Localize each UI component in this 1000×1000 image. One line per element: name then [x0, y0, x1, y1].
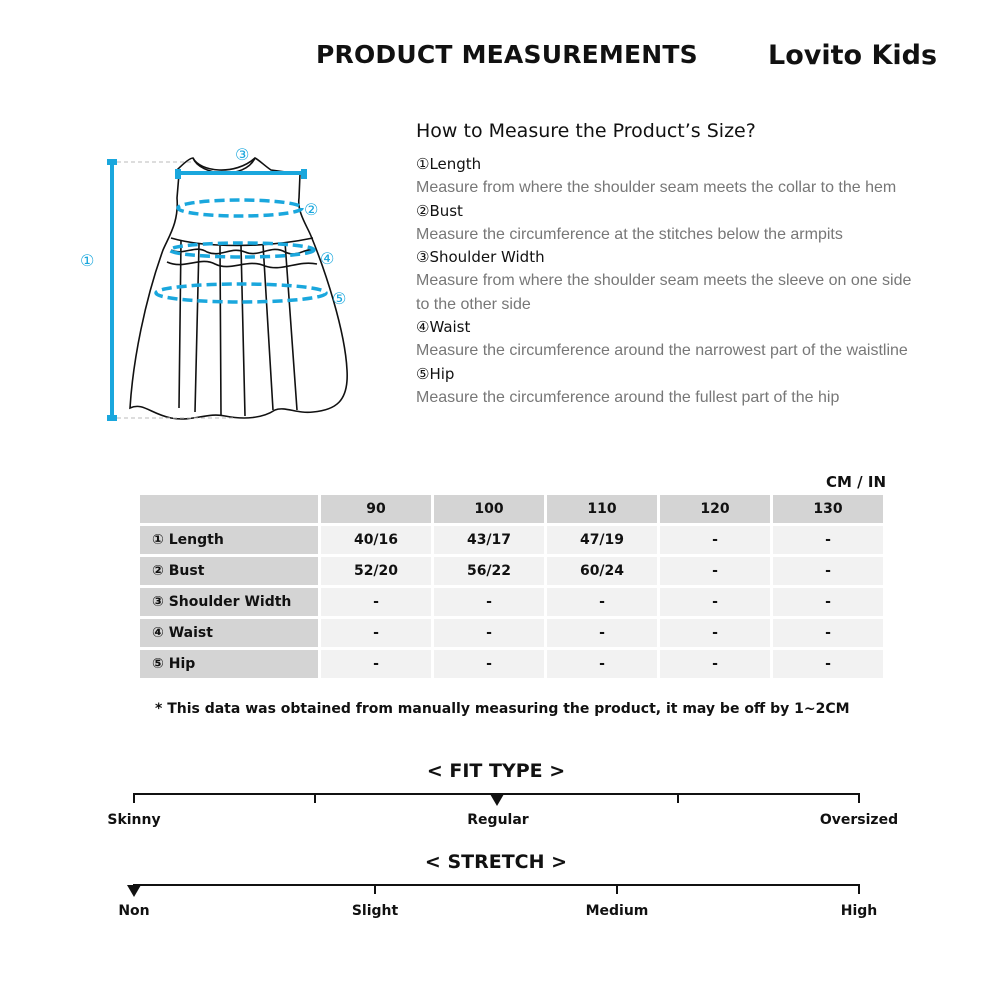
fit-type-tick — [677, 793, 679, 803]
fit-type-tick — [133, 793, 135, 803]
guide-item-desc: Measure from where the shoulder seam meets the sleeve on one side to the other side — [416, 272, 912, 313]
measurement-note: * This data was obtained from manually measuring the product, it may be off by 1~2CM — [155, 701, 850, 717]
guide-item-label: ④Waist — [416, 318, 471, 336]
table-cell: 60/24 — [547, 557, 657, 585]
table-cell: - — [660, 619, 770, 647]
table-cell: - — [660, 526, 770, 554]
marker-shoulder: ③ — [235, 145, 250, 164]
fit-label-regular: Regular — [467, 812, 529, 828]
guide-item-desc: Measure from where the shoulder seam meets the collar to the hem — [416, 179, 897, 196]
fit-label-skinny: Skinny — [107, 812, 161, 828]
table-corner-cell — [140, 495, 318, 523]
stretch-title: < STRETCH > — [424, 851, 568, 873]
stretch-label-medium: Medium — [585, 903, 649, 919]
table-cell: - — [660, 650, 770, 678]
marker-bust: ② — [304, 200, 319, 219]
table-row — [140, 619, 883, 647]
marker-hip: ⑤ — [332, 289, 347, 308]
table-row — [140, 526, 883, 554]
size-col-100: 100 — [434, 495, 544, 523]
fit-label-oversized: Oversized — [819, 812, 899, 828]
stretch-label-high: High — [840, 903, 878, 919]
table-cell: 43/17 — [434, 526, 544, 554]
guide-item-waist — [416, 316, 916, 363]
table-cell: - — [547, 650, 657, 678]
bust-measure-line — [178, 200, 302, 216]
guide-item-label: ③Shoulder Width — [416, 248, 545, 266]
guide-item-desc: Measure the circumference around the fullest part of the hip — [416, 388, 840, 406]
row-label: ④ Waist — [140, 619, 318, 647]
length-measure-line — [107, 159, 235, 421]
marker-waist: ④ — [320, 249, 335, 268]
table-cell: - — [321, 588, 431, 616]
table-cell: - — [773, 619, 883, 647]
table-cell: - — [547, 588, 657, 616]
guide-item-label: ②Bust — [416, 201, 463, 220]
guide-item-bust — [416, 200, 916, 247]
table-cell: - — [434, 619, 544, 647]
stretch-label-non: Non — [118, 903, 150, 919]
table-header-row — [140, 495, 883, 523]
guide-item-desc: Measure the circumference at the stitches below the armpits — [416, 225, 843, 243]
guide-item-desc: Measure the circumference around the narrowest part of the waistline — [416, 342, 908, 359]
table-row — [140, 650, 883, 678]
table-row — [140, 557, 883, 585]
size-col-130: 130 — [773, 495, 883, 523]
measure-guide — [416, 120, 916, 409]
table-cell: - — [773, 557, 883, 585]
fit-type-title: < FIT TYPE > — [426, 760, 566, 782]
table-cell: - — [434, 588, 544, 616]
table-cell: 56/22 — [434, 557, 544, 585]
fit-type-pointer-icon — [490, 794, 504, 806]
size-col-120: 120 — [660, 495, 770, 523]
table-cell: - — [773, 588, 883, 616]
stretch-tick — [858, 884, 860, 894]
hip-measure-line — [156, 284, 326, 302]
unit-label: CM / IN — [826, 473, 886, 491]
row-label: ① Length — [140, 526, 318, 554]
table-row — [140, 588, 883, 616]
guide-item-shoulder — [416, 246, 916, 316]
table-cell: - — [547, 619, 657, 647]
table-cell: - — [660, 588, 770, 616]
row-label: ② Bust — [140, 557, 318, 585]
stretch-pointer-icon — [127, 885, 141, 897]
guide-item-hip — [416, 363, 916, 410]
size-col-90: 90 — [321, 495, 431, 523]
table-cell: - — [660, 557, 770, 585]
stretch-label-slight: Slight — [351, 903, 399, 919]
size-table — [137, 492, 886, 681]
stretch-line — [133, 884, 860, 886]
marker-length: ① — [80, 251, 95, 270]
table-cell: - — [434, 650, 544, 678]
table-cell: - — [773, 650, 883, 678]
table-cell: 52/20 — [321, 557, 431, 585]
dress-diagram — [75, 140, 365, 430]
fit-type-tick — [314, 793, 316, 803]
size-col-110: 110 — [547, 495, 657, 523]
page-title: PRODUCT MEASUREMENTS — [316, 40, 698, 69]
table-cell: - — [773, 526, 883, 554]
table-cell: 40/16 — [321, 526, 431, 554]
stretch-tick — [374, 884, 376, 894]
table-cell: 47/19 — [547, 526, 657, 554]
guide-item-label: ①Length — [416, 155, 482, 173]
fit-type-tick — [858, 793, 860, 803]
stretch-tick — [616, 884, 618, 894]
table-cell: - — [321, 619, 431, 647]
table-cell: - — [321, 650, 431, 678]
guide-item-label: ⑤Hip — [416, 364, 455, 383]
guide-item-length — [416, 153, 916, 200]
guide-heading: How to Measure the Product’s Size? — [416, 120, 756, 142]
brand-logo: Lovito Kids — [768, 40, 938, 71]
row-label: ⑤ Hip — [140, 650, 318, 678]
row-label: ③ Shoulder Width — [140, 588, 318, 616]
